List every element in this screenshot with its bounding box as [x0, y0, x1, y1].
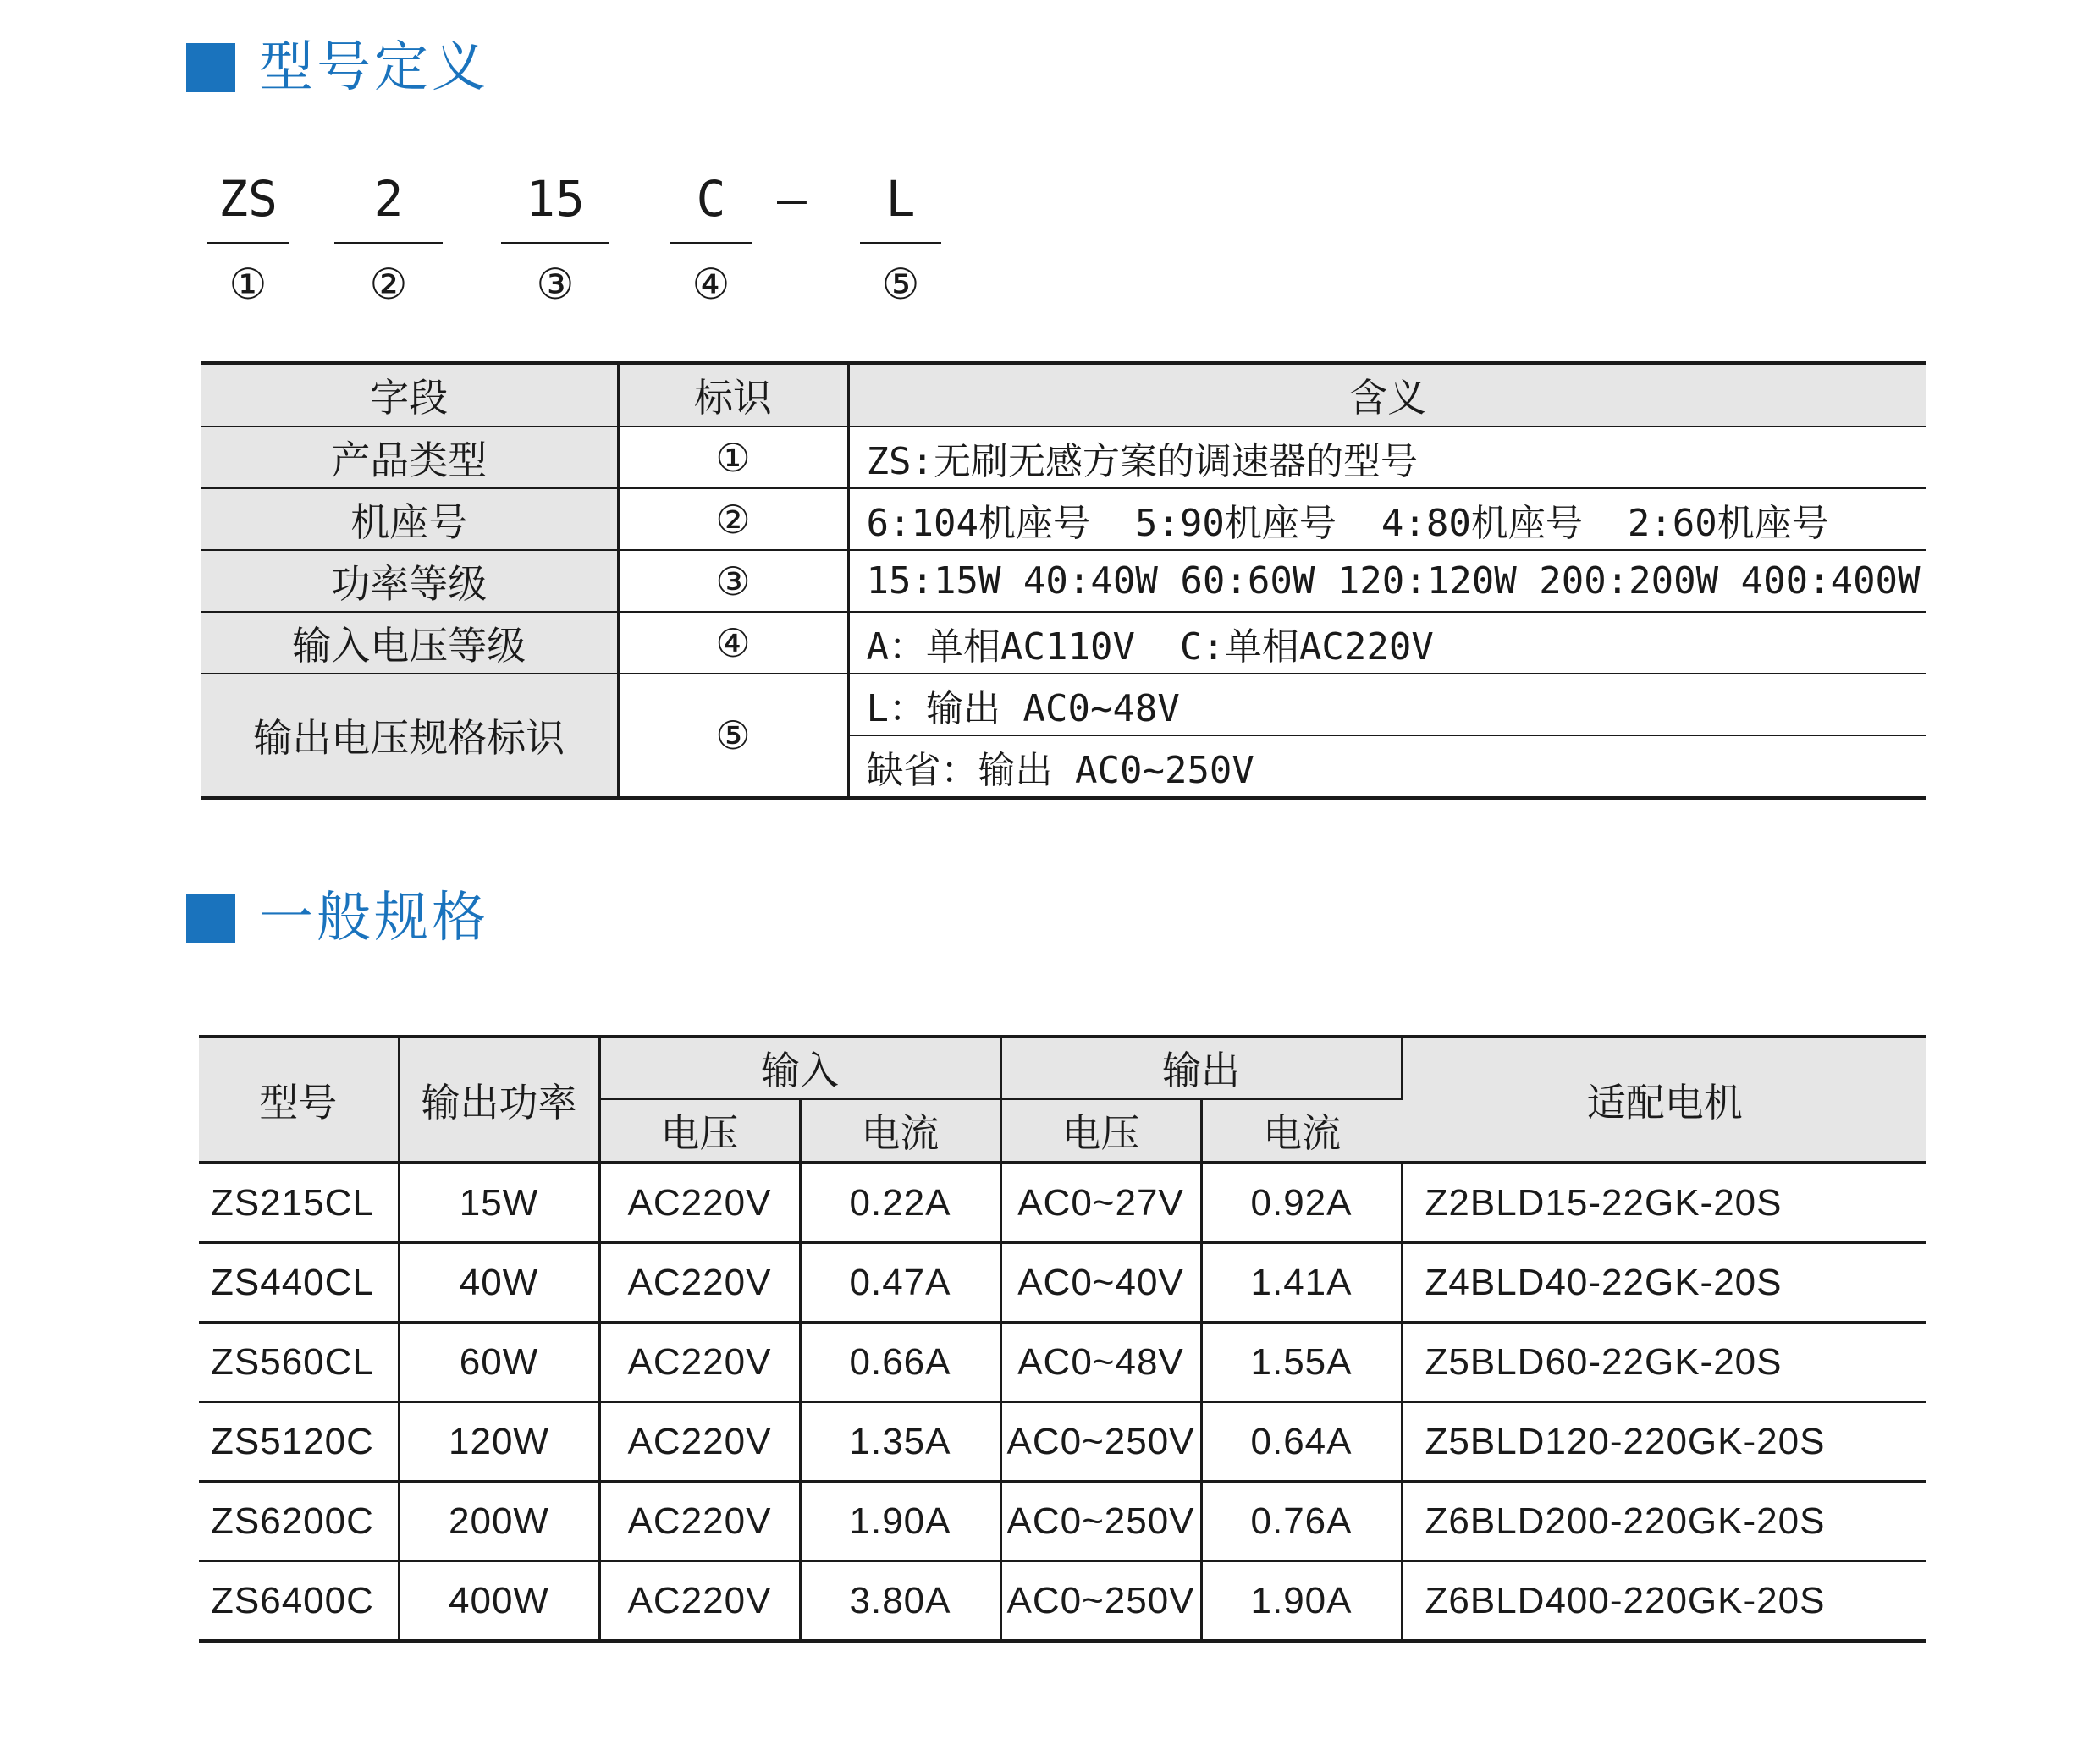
meaning-cell: 15:15W 40:40W 60:60W 120:120W 200:200W 400:400W	[848, 550, 1926, 612]
meaning-cell: 缺省：输出 AC0~250V	[848, 735, 1926, 798]
meaning-cell: 6:104机座号 5:90机座号 4:80机座号 2:60机座号	[848, 488, 1926, 550]
table-row	[201, 426, 1926, 488]
motor-cell: Z4BLD40-22GK-20S	[1402, 1243, 1926, 1323]
output-voltage-cell: AC0~27V	[1000, 1163, 1201, 1243]
field-cell: 产品类型	[201, 426, 618, 488]
input-current-cell: 1.90A	[800, 1482, 1000, 1561]
output-voltage-cell: AC0~40V	[1000, 1243, 1201, 1323]
column-header-input-voltage: 电压	[599, 1099, 800, 1164]
output-current-cell: 1.90A	[1201, 1561, 1402, 1642]
power-cell: 200W	[399, 1482, 599, 1561]
field-cell: 机座号	[201, 488, 618, 550]
column-header: 字段	[201, 363, 618, 426]
motor-cell: Z6BLD200-220GK-20S	[1402, 1482, 1926, 1561]
field-cell: 输入电压等级	[201, 612, 618, 674]
general-spec-table	[199, 1035, 1926, 1643]
column-header-power: 输出功率	[399, 1037, 599, 1163]
underline	[670, 242, 752, 244]
column-header-output-current: 电流	[1201, 1099, 1402, 1164]
input-voltage-cell: AC220V	[599, 1482, 800, 1561]
input-voltage-cell: AC220V	[599, 1323, 800, 1402]
motor-cell: Z6BLD400-220GK-20S	[1402, 1561, 1926, 1642]
table-row	[199, 1163, 1926, 1243]
table-row	[199, 1561, 1926, 1642]
model-cell: ZS5120C	[199, 1402, 399, 1482]
power-cell: 400W	[399, 1561, 599, 1642]
model-code-dash: —	[777, 170, 807, 228]
field-cell: 输出电压规格标识	[201, 674, 618, 798]
output-current-cell: 0.76A	[1201, 1482, 1402, 1561]
column-header-input: 输入	[599, 1037, 1000, 1099]
model-code-segment: ZS ①	[207, 169, 289, 310]
model-code-segment: 15 ③	[501, 169, 609, 310]
column-header: 标识	[618, 363, 848, 426]
field-cell: 功率等级	[201, 550, 618, 612]
table-row	[201, 550, 1926, 612]
table-header-row	[199, 1037, 1926, 1099]
motor-cell: Z5BLD60-22GK-20S	[1402, 1323, 1926, 1402]
model-cell: ZS215CL	[199, 1163, 399, 1243]
output-voltage-cell: AC0~250V	[1000, 1482, 1201, 1561]
section-title: 型号定义	[259, 36, 489, 99]
power-cell: 40W	[399, 1243, 599, 1323]
power-cell: 15W	[399, 1163, 599, 1243]
input-voltage-cell: AC220V	[599, 1243, 800, 1323]
output-voltage-cell: AC0~250V	[1000, 1561, 1201, 1642]
table-row	[199, 1402, 1926, 1482]
mark-cell: ④	[618, 612, 848, 674]
underline	[207, 242, 289, 244]
table-row	[201, 488, 1926, 550]
input-current-cell: 0.22A	[800, 1163, 1000, 1243]
output-current-cell: 0.92A	[1201, 1163, 1402, 1243]
underline	[334, 242, 443, 244]
column-header-motor: 适配电机	[1402, 1037, 1926, 1163]
table-row	[199, 1323, 1926, 1402]
column-header-output-voltage: 电压	[1000, 1099, 1201, 1164]
column-header-output: 输出	[1000, 1037, 1402, 1099]
table-row	[199, 1243, 1926, 1323]
meaning-cell: ZS:无刷无感方案的调速器的型号	[848, 426, 1926, 488]
output-voltage-cell: AC0~48V	[1000, 1323, 1201, 1402]
table-row	[199, 1482, 1926, 1561]
meaning-cell: A：单相AC110V C:单相AC220V	[848, 612, 1926, 674]
input-voltage-cell: AC220V	[599, 1163, 800, 1243]
column-header-model: 型号	[199, 1037, 399, 1163]
input-current-cell: 0.66A	[800, 1323, 1000, 1402]
meaning-cell: L：输出 AC0~48V	[848, 674, 1926, 735]
section-heading-model-definition	[186, 38, 489, 97]
power-cell: 120W	[399, 1402, 599, 1482]
model-cell: ZS560CL	[199, 1323, 399, 1402]
input-current-cell: 3.80A	[800, 1561, 1000, 1642]
model-cell: ZS6200C	[199, 1482, 399, 1561]
mark-cell: ③	[618, 550, 848, 612]
mark-cell: ⑤	[618, 674, 848, 798]
power-cell: 60W	[399, 1323, 599, 1402]
spec-table-body	[199, 1163, 1926, 1641]
column-header: 含义	[848, 363, 1926, 426]
output-current-cell: 1.55A	[1201, 1323, 1402, 1402]
input-current-cell: 0.47A	[800, 1243, 1000, 1323]
input-current-cell: 1.35A	[800, 1402, 1000, 1482]
section-title: 一般规格	[259, 887, 489, 949]
table-row	[201, 674, 1926, 735]
input-voltage-cell: AC220V	[599, 1561, 800, 1642]
model-code-segment: L ⑤	[860, 169, 941, 310]
output-current-cell: 0.64A	[1201, 1402, 1402, 1482]
model-definition-table	[201, 361, 1926, 800]
motor-cell: Z2BLD15-22GK-20S	[1402, 1163, 1926, 1243]
underline	[860, 242, 941, 244]
model-cell: ZS6400C	[199, 1561, 399, 1642]
motor-cell: Z5BLD120-220GK-20S	[1402, 1402, 1926, 1482]
column-header-input-current: 电流	[800, 1099, 1000, 1164]
section-heading-general-spec	[186, 889, 489, 948]
blue-square-icon	[186, 894, 235, 943]
input-voltage-cell: AC220V	[599, 1402, 800, 1482]
output-current-cell: 1.41A	[1201, 1243, 1402, 1323]
output-voltage-cell: AC0~250V	[1000, 1402, 1201, 1482]
mark-cell: ①	[618, 426, 848, 488]
table-row	[201, 612, 1926, 674]
table-header-row	[201, 363, 1926, 426]
model-code-segment: 2 ②	[334, 169, 443, 310]
underline	[501, 242, 609, 244]
model-code-segment: C ④	[670, 169, 752, 310]
model-cell: ZS440CL	[199, 1243, 399, 1323]
mark-cell: ②	[618, 488, 848, 550]
blue-square-icon	[186, 43, 235, 92]
